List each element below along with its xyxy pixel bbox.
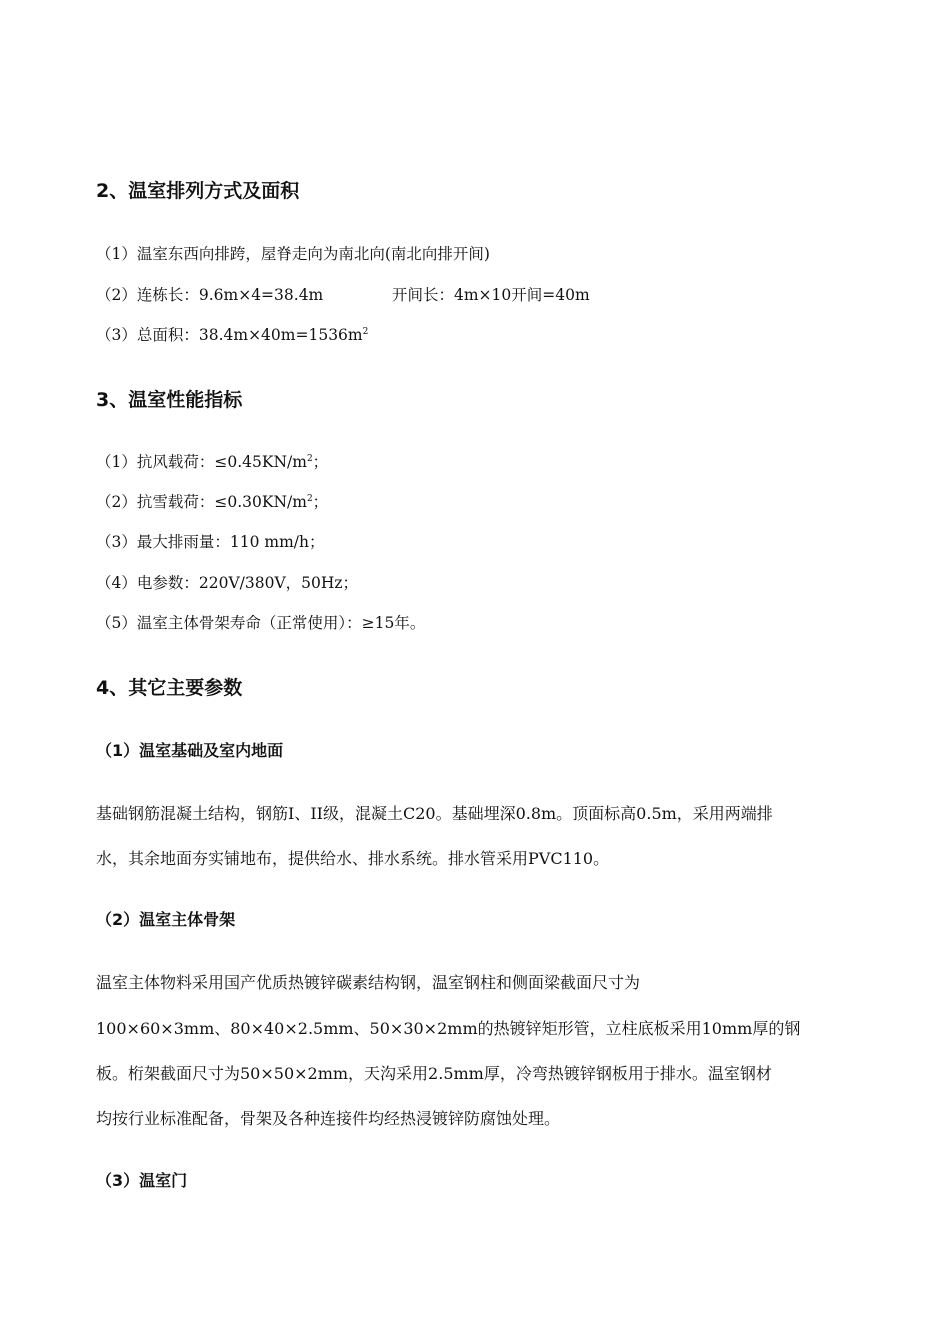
s2-item-2-extra: 开间长：4m×10开间=40m: [392, 286, 590, 304]
section-4-heading: 4、其它主要参数: [96, 677, 243, 699]
s4-sub3-heading: （3）温室门: [96, 1171, 188, 1190]
s4-sub2-heading: （2）温室主体骨架: [96, 910, 236, 929]
s4-sub2-line-4: 均按行业标准配备，骨架及各种连接件均经热浸镀锌防腐蚀处理。: [96, 1109, 561, 1128]
s4-sub2-line-2: 100×60×3mm、80×40×2.5mm、50×30×2mm的热镀锌矩形管，立柱底板采用10mm厚的钢: [96, 1019, 801, 1038]
s3-item-5: （5）温室主体骨架寿命（正常使用）：≥15年。: [96, 614, 426, 632]
s3-item-3: （3）最大排雨量：110 mm/h；: [96, 533, 325, 551]
s3-item-4: （4）电参数：220V/380V，50Hz；: [96, 574, 359, 592]
s2-item-2: （2）连栋长：9.6m×4=38.4m: [96, 286, 324, 304]
s3-item-1: （1）抗风载荷：$\le 0.45KN/m^2$；: [96, 453, 329, 471]
s4-sub1-line-1: 基础钢筋混凝土结构，钢筋Ⅰ、ⅠI级，混凝土C20。基础埋深0.8m。顶面标高0.5m，采用两端排: [96, 804, 773, 823]
s4-sub1-line-2: 水，其余地面夯实铺地布，提供给水、排水系统。排水管采用PVC110。: [96, 849, 610, 868]
s4-sub2-line-1: 温室主体物料采用国产优质热镀锌碳素结构钢，温室钢柱和侧面梁截面尺寸为: [96, 973, 641, 992]
s3-item-2: （2）抗雪载荷：$\le 0.30KN/m^2$；: [96, 493, 329, 511]
section-2-heading: 2、温室排列方式及面积: [96, 180, 300, 202]
s2-item-3: （3）总面积：$38.4m\times 40m=1536m^2$: [96, 326, 369, 344]
s4-sub2-line-3: 板。桁架截面尺寸为50×50×2mm，天沟采用2.5mm厚，冷弯热镀锌钢板用于排水。温室钢材: [96, 1064, 772, 1083]
s2-item-1: （1）温室东西向排跨，屋脊走向为南北向(南北向排开间): [96, 245, 490, 263]
section-3-heading: 3、温室性能指标: [96, 389, 243, 411]
s4-sub1-heading: （1）温室基础及室内地面: [96, 741, 284, 760]
